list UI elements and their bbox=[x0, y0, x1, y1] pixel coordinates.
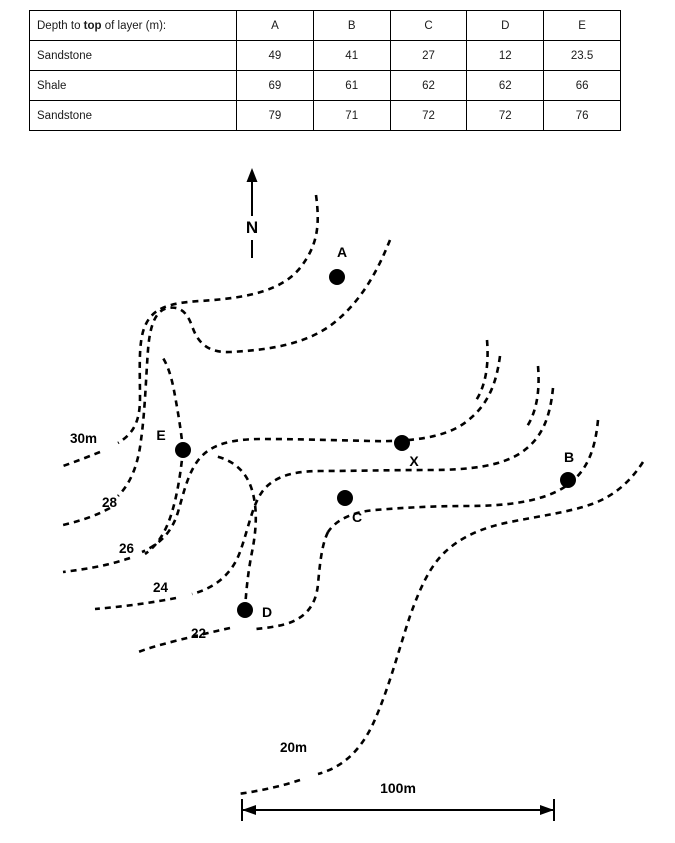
depth-to-top-table bbox=[29, 10, 621, 131]
cell-row0-b: 41 bbox=[313, 41, 390, 71]
column-header-e: E bbox=[544, 11, 621, 41]
contour-spur-above-d bbox=[215, 456, 256, 610]
contour-line-26-upper bbox=[142, 356, 500, 552]
table-header-label-cell bbox=[30, 11, 237, 41]
north-arrow bbox=[246, 168, 258, 258]
well-label-x: X bbox=[409, 453, 419, 469]
contour-label-20m: 20m bbox=[280, 740, 308, 755]
cell-row0-c: 27 bbox=[390, 41, 467, 71]
contour-map-svg bbox=[0, 140, 675, 843]
contour-line-28-lower bbox=[63, 508, 110, 525]
cell-row2-e: 76 bbox=[544, 101, 621, 131]
well-point-x[interactable] bbox=[394, 435, 410, 451]
well-label-b: B bbox=[563, 449, 575, 465]
scale-bar-arrow-right bbox=[540, 805, 554, 815]
well-label-c: C bbox=[351, 509, 363, 525]
contour-line-20m bbox=[318, 462, 643, 774]
cell-row1-e: 66 bbox=[544, 71, 621, 101]
header-prefix: Depth to bbox=[37, 19, 84, 32]
layer-name-cell: Shale bbox=[30, 71, 237, 101]
layer-name-cell: Sandstone bbox=[30, 41, 237, 71]
cell-row1-d: 62 bbox=[467, 71, 544, 101]
cell-row1-a: 69 bbox=[237, 71, 314, 101]
contour-line-26-lower bbox=[63, 558, 130, 572]
well-point-b[interactable] bbox=[560, 472, 576, 488]
header-suffix: of layer (m): bbox=[101, 19, 167, 32]
table-row bbox=[30, 101, 621, 131]
cell-row2-d: 72 bbox=[467, 101, 544, 131]
contour-line-22-upper bbox=[328, 420, 598, 532]
contour-lines-group bbox=[63, 195, 643, 794]
well-point-c[interactable] bbox=[337, 490, 353, 506]
contour-spur-right-lower bbox=[526, 366, 539, 428]
well-label-d: D bbox=[261, 604, 273, 620]
column-header-a: A bbox=[237, 11, 314, 41]
contour-line-24-upper bbox=[192, 388, 553, 594]
table-header-row bbox=[30, 11, 621, 41]
cell-row1-b: 61 bbox=[313, 71, 390, 101]
header-bold-word: top bbox=[83, 19, 102, 32]
table-row bbox=[30, 41, 621, 71]
cell-row2-b: 71 bbox=[313, 101, 390, 131]
contour-label-22: 22 bbox=[191, 626, 207, 641]
contour-label-26: 26 bbox=[119, 541, 135, 556]
contour-line-28-upper bbox=[118, 240, 390, 496]
column-header-d: D bbox=[467, 11, 544, 41]
column-header-b: B bbox=[313, 11, 390, 41]
contour-spur-below-e bbox=[145, 450, 183, 554]
scale-bar-arrow-left bbox=[242, 805, 256, 815]
well-point-e[interactable] bbox=[175, 442, 191, 458]
layer-name-cell: Sandstone bbox=[30, 101, 237, 131]
contour-map bbox=[0, 140, 675, 843]
column-header-c: C bbox=[390, 11, 467, 41]
contour-line-24-lower bbox=[95, 598, 176, 609]
contour-line-30m-lower bbox=[63, 452, 100, 466]
well-point-a[interactable] bbox=[329, 269, 345, 285]
cell-row0-a: 49 bbox=[237, 41, 314, 71]
contour-spur-above-e bbox=[163, 358, 183, 450]
well-point-d[interactable] bbox=[237, 602, 253, 618]
contour-label-28: 28 bbox=[102, 495, 118, 510]
depth-to-top-table-container bbox=[29, 10, 607, 131]
cell-row0-e: 23.5 bbox=[544, 41, 621, 71]
scale-bar bbox=[242, 780, 554, 821]
contour-label-24: 24 bbox=[153, 580, 169, 595]
cell-row2-a: 79 bbox=[237, 101, 314, 131]
cell-row1-c: 62 bbox=[390, 71, 467, 101]
table-body bbox=[30, 11, 621, 131]
well-label-a: A bbox=[336, 244, 348, 260]
north-arrow-head bbox=[247, 168, 258, 182]
well-label-e: E bbox=[156, 427, 166, 443]
cell-row0-d: 12 bbox=[467, 41, 544, 71]
north-label: N bbox=[245, 218, 259, 237]
cell-row2-c: 72 bbox=[390, 101, 467, 131]
table-row bbox=[30, 71, 621, 101]
contour-line-22-lower bbox=[136, 628, 230, 653]
contour-line-30m-upper bbox=[118, 195, 318, 443]
contour-spur-right-upper bbox=[475, 340, 488, 402]
contour-label-30m: 30m bbox=[70, 431, 98, 446]
contour-line-20m-tail bbox=[238, 780, 300, 794]
scale-bar-label: 100m bbox=[380, 780, 416, 796]
